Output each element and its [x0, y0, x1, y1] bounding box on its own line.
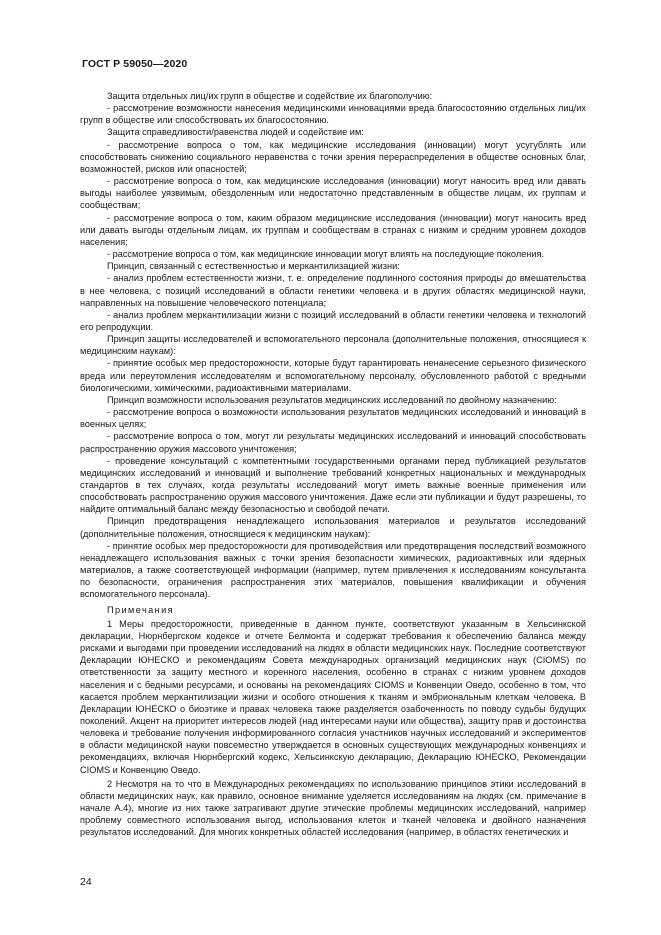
paragraph: Защита отдельных лиц/их групп в обществе и содействие их благополучию:	[107, 91, 433, 101]
paragraph: - рассмотрение вопроса о том, могут ли результаты медицинских исследований и инноваций способствовать распространению оружия массового уничтожения;	[80, 431, 586, 454]
paragraph: - принятие особых мер предосторожности, которые будут гарантировать ненанесение серьезного физического вреда или переутомления исследователям и вспомогательному персоналу, обусловленного работой с вредными биологическими, химическими, радиоактивными материалами.	[80, 358, 586, 393]
paragraph: Защита справедливости/равенства людей и содействие им:	[107, 127, 364, 138]
note-item: 2 Несмотря на то что в Международных рекомендациях по использованию принципов этики исследований в области медицинских наук, как правило, основное внимание уделяется исследованиям на людях (см. примечание в начале А.4), многие из них также затрагивают другие этические проблемы медицинских исследований, например проблему совместного использования выгод, использования клеток и тканей человека и двойного назначения результатов исследований. Для многих конкретных областей исследования (например, в областях генетических и	[80, 778, 586, 838]
paragraph: - рассмотрение вопроса о том, каким образом медицинские исследования (инновации) могут наносить вред или давать выгоды отдельным лицам, их группам и сообществам в странах с низким и средним уровнем доходов населения;	[80, 212, 586, 247]
notes-section	[80, 604, 586, 839]
paragraph: - рассмотрение вопроса о возможности использования результатов медицинских исследований и инноваций в военных целях;	[80, 407, 586, 430]
paragraph: - анализ проблем естественности жизни, т. е. определение подлинного состояния природы до вмешательства в нее человека, с позиций исследований в области генетики человека и в других областях медицинской науки, направленных на повышение человеческого потенциала;	[80, 273, 586, 308]
paragraph: - проведение консультаций с компетентными государственными органами перед публикацией результатов медицинских исследований и инноваций и выполнение требований конкретных национальных и международных стандартов в тех случаях, когда результаты исследований могут иметь важные военные применения или способствовать распространению оружия массового уничтожения. Даже если эти публикации и будут разрешены, то найдите оптимальный баланс между безопасностью и свободой печати.	[80, 455, 586, 515]
page-number: 24	[80, 876, 92, 888]
paragraph: - рассмотрение вопроса о том, как медицинские исследования (инновации) могут наносить вред или давать выгоды наиболее уязвимым, обездоленным или недостаточно представленным в обществе лицам, их группам и сообществам;	[80, 176, 586, 211]
paragraph: Принцип, связанный с естественностью и меркантилизацией жизни:	[107, 261, 400, 272]
paragraph: Принцип предотвращения ненадлежащего использования материалов и результатов исследований (дополнительные положения, относящиеся к медицинским наукам):	[80, 516, 586, 539]
paragraph: - рассмотрение вопроса о том, как медицинские инновации могут влиять на последующие поколения.	[107, 249, 545, 260]
note-item: 1 Меры предосторожности, приведенные в данном пункте, соответствуют указанным в Хельсинкской декларации, Нюрнбергском кодексе и отчете Белмонта и содержат требования к обеспечению баланса между рисками и выгодами при проведении исследований на людях в области медицинских наук. Последние соответствуют Декларации ЮНЕСКО и рекомендациям Совета международных организаций медицинских наук (CIOMS) по ответственности за защиту местного и коренного населения, особенно в странах с низким уровнем доходов населения и с бедными ресурсами, и основаны на рекомендациях CIOMS и Конвенции Оведо, особенно в том, что касается проблем меркантилизации жизни и особого отношения к тканям и эмбриональным клеткам человека. В Декларации ЮНЕСКО о биоэтике и правах человека также разделяется озабоченность по поводу судьбы будущих поколений. Акцент на приоритет интересов людей (над интересами науки или общества), защиту прав и достоинства человека и требование получения информированного согласия участников научных исследований и экспериментов в области медицинской науки повсеместно утверждается в основных существующих международных конвенциях и рекомендациях, включая Нюрнбергский кодекс, Хельсинкскую декларацию, Декларацию ЮНЕСКО, Рекомендации CIOMS и Конвенцию Оведо.	[80, 618, 586, 775]
paragraph: - принятие особых мер предосторожности для противодействия или предотвращения последствий возможного ненадлежащего использования важных с точки зрения безопасности химических, радиоактивных или ядерных материалов, а также соответствующей информации (например, путем привлечения к исследованиям консультанта по безопасности, ограничения распространения этих материалов, повышения квалификации и обучения вспомогательного персонала).	[80, 540, 586, 600]
paragraph: Принцип защиты исследователей и вспомогательного персонала (дополнительные положения, относящиеся к медицинским наукам):	[80, 334, 586, 357]
paragraph: - рассмотрение возможности нанесения медицинскими инновациями вреда благосостоянию отдельных лиц/их групп в обществе или способствовать их благосостоянию.	[80, 103, 586, 126]
paragraph: Принцип возможности использования результатов медицинских исследований по двойному назначению:	[107, 394, 557, 405]
paragraph: - рассмотрение вопроса о том, как медицинские исследования (инновации) могут усугублять или способствовать снижению социального неравенства с точки зрения перераспределения в обществе основных благ, возможностей, рисков или опасностей;	[80, 139, 586, 174]
standard-header: ГОСТ Р 59050—2020	[82, 58, 188, 70]
paragraph: - анализ проблем меркантилизации жизни с позиций исследований в области генетики человека и технологий его репродукции.	[80, 309, 586, 332]
notes-title: Примечания	[107, 604, 175, 615]
document-body	[80, 90, 586, 839]
